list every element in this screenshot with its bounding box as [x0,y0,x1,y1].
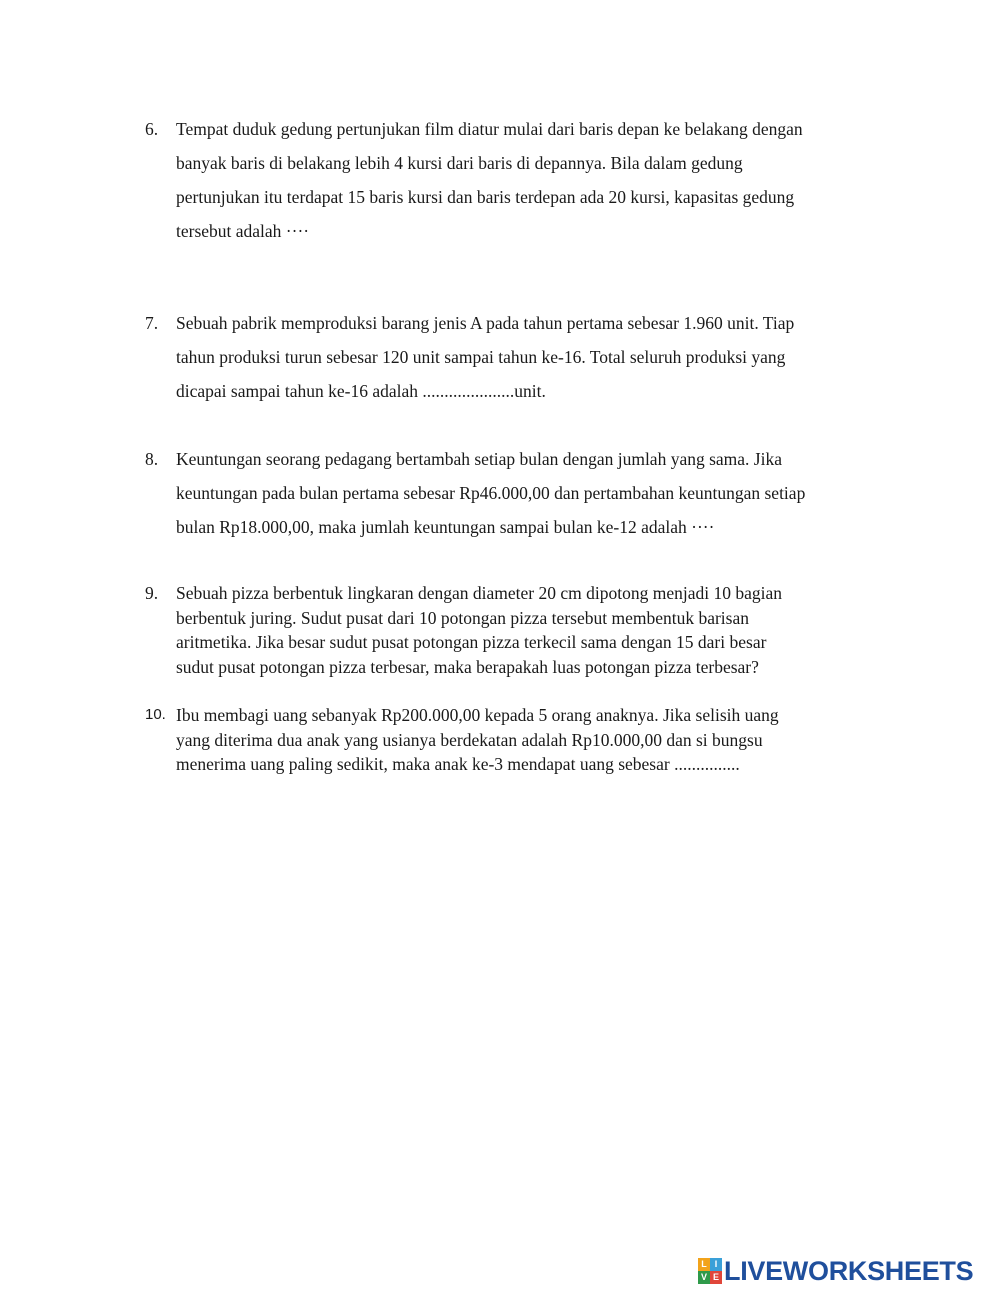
question-text-line: Sebuah pizza berbentuk lingkaran dengan diameter 20 cm dipotong menjadi 10 bagian [176,583,782,603]
question-number: 6. [145,119,159,139]
question-text-line: pertunjukan itu terdapat 15 baris kursi dan baris terdepan ada 20 kursi, kapasitas gedung [176,187,795,207]
question-text-line: keuntungan pada bulan pertama sebesar Rp46.000,00 dan pertambahan keuntungan setiap [176,483,806,503]
question-9 [145,581,905,679]
question-text-line: Ibu membagi uang sebanyak Rp200.000,00 kepada 5 orang anaknya. Jika selisih uang [176,705,779,725]
question-6 [145,112,905,248]
question-number: 10. [145,706,166,723]
question-text-line: bulan Rp18.000,00, maka jumlah keuntungan sampai bulan ke-12 adalah ···· [176,517,715,537]
question-text-line: tahun produksi turun sebesar 120 unit sampai tahun ke-16. Total seluruh produksi yang [176,347,786,367]
question-7 [145,306,905,408]
question-text-line: tersebut adalah ···· [176,221,310,241]
question-text-line: menerima uang paling sedikit, maka anak ke-3 mendapat uang sebesar ............... [176,754,740,774]
question-10 [145,703,905,777]
liveworksheets-logo [698,1255,973,1287]
question-number: 9. [145,583,159,603]
question-text-line: Keuntungan seorang pedagang bertambah setiap bulan dengan jumlah yang sama. Jika [176,449,782,469]
question-text-line: dicapai sampai tahun ke-16 adalah .....................unit. [176,381,546,401]
question-text-line: banyak baris di belakang lebih 4 kursi dari baris di depannya. Bila dalam gedung [176,153,743,173]
question-text-line: Sebuah pabrik memproduksi barang jenis A pada tahun pertama sebesar 1.960 unit. Tiap [176,313,795,333]
question-text-line: sudut pusat potongan pizza terbesar, maka berapakah luas potongan pizza terbesar? [176,656,759,677]
question-text-line: berbentuk juring. Sudut pusat dari 10 potongan pizza tersebut membentuk barisan [176,607,749,628]
question-text-line: aritmetika. Jika besar sudut pusat potongan pizza terkecil sama dengan 15 dari besar [176,632,767,652]
question-8 [145,442,905,544]
question-text-line: Tempat duduk gedung pertunjukan film diatur mulai dari baris depan ke belakang dengan [176,119,803,139]
question-number: 8. [145,449,159,469]
question-number: 7. [145,313,159,333]
logo-text: LIVEWORKSHEETS [724,1255,974,1286]
question-text-line: yang diterima dua anak yang usianya berdekatan adalah Rp10.000,00 dan si bungsu [176,729,763,750]
logo-mark-icon: L I V E [698,1258,722,1284]
